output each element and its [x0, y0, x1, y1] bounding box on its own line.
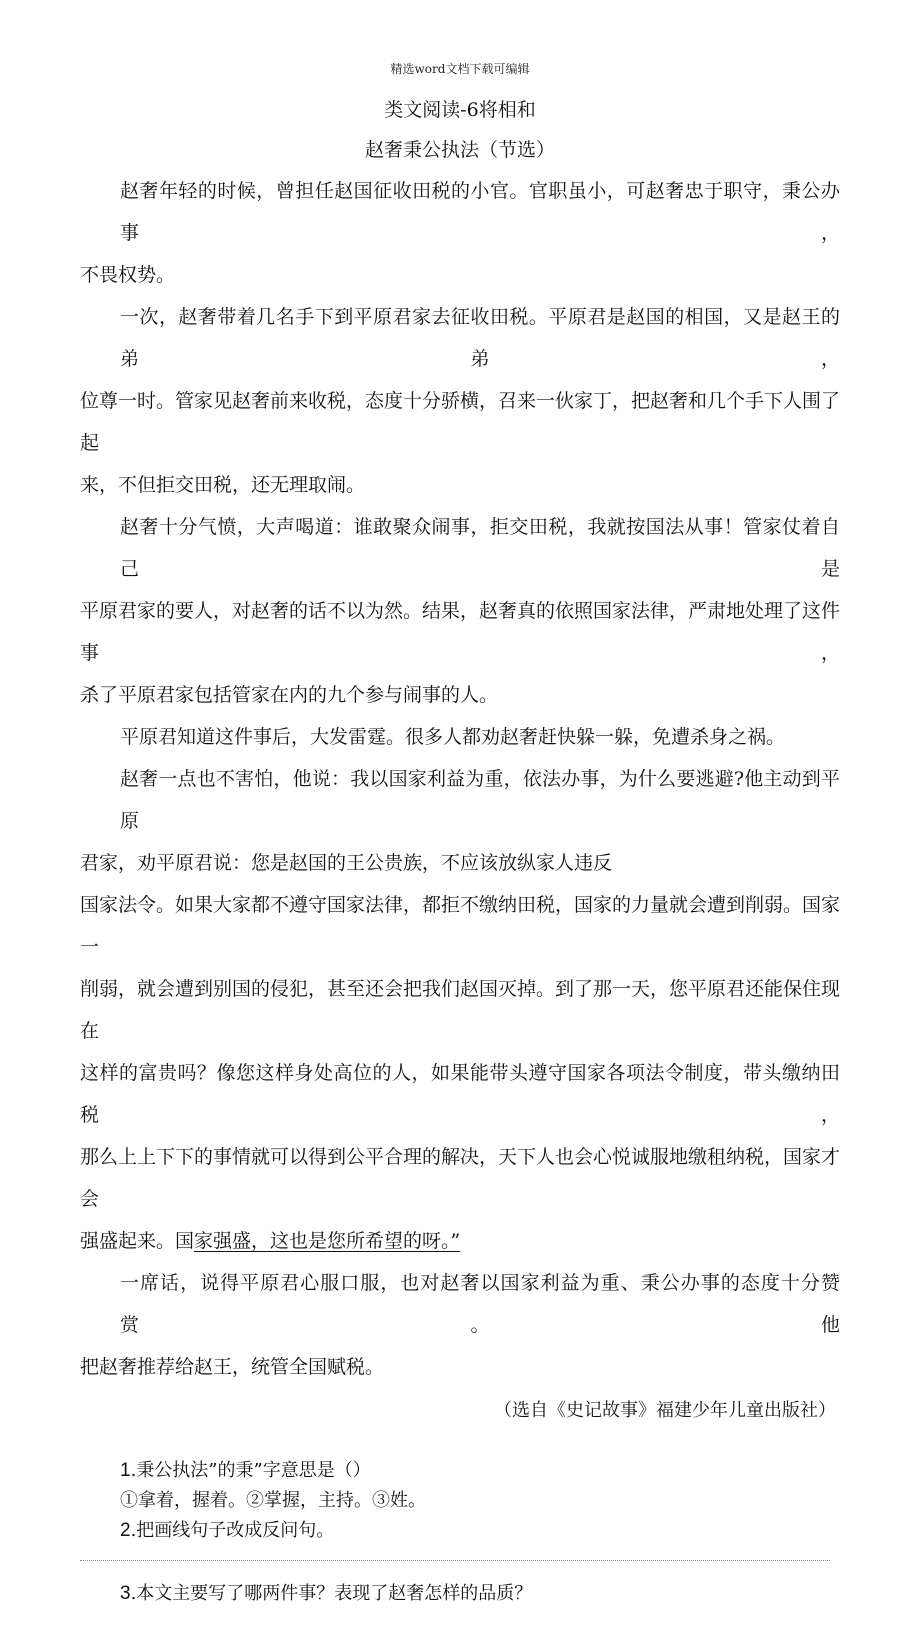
paragraph-7	[80, 1262, 840, 1388]
underlined-sentence: 家强盛，这也是您所希望的呀。”	[194, 1230, 461, 1252]
text-line: 削弱，就会遭到别国的侵犯，甚至还会把我们赵国灭掉。到了那一天，您平原君还能保住现在	[80, 978, 841, 1042]
text-line	[80, 1220, 840, 1262]
text-line: 君家，劝平原君说：您是赵国的王公贵族，不应该放纵家人违反	[80, 852, 613, 874]
text-line: 来，不但拒交田税，还无理取闹。	[80, 474, 366, 496]
question-3	[80, 1579, 840, 1609]
text-segment: 强盛起来。国	[80, 1230, 195, 1252]
question-1	[80, 1456, 840, 1486]
text-line: 这样的富贵吗？像您这样身处高位的人，如果能带头遵守国家各项法令制度，带头缴纳田税，	[80, 1062, 840, 1126]
paragraph-2	[80, 296, 840, 506]
text-line: 那么上上下下的事情就可以得到公平合理的解决，天下人也会心悦诚服地缴租纳税，国家才会	[80, 1146, 841, 1210]
text-line: 赵奢年轻的时候，曾担任赵国征收田税的小官。官职虽小，可赵奢忠于职守，秉公办事，	[120, 180, 840, 244]
text-line: 平原君知道这件事后，大发雷霆。很多人都劝赵奢赶快躲一躲，免遭杀身之祸。	[120, 726, 786, 748]
text-line: 杀了平原君家包括管家在内的九个参与闹事的人。	[80, 684, 499, 706]
question-2	[80, 1516, 840, 1546]
source-citation: （选自《史记故事》福建少年儿童出版社）	[494, 1400, 836, 1421]
paragraph-4	[80, 716, 840, 758]
header-note: 精选word文档下载可编辑	[390, 62, 530, 76]
question-text: .秉公执法”的秉”字意思是（）	[130, 1460, 371, 1481]
paragraph-3	[80, 506, 840, 716]
paragraph-5	[80, 758, 840, 884]
text-line: 国家法令。如果大家都不遵守国家法律，都拒不缴纳田税，国家的力量就会遭到削弱。国家一	[80, 894, 841, 958]
answer-line	[80, 1560, 830, 1561]
paragraph-6	[80, 884, 840, 1262]
text-line: 位尊一时。管家见赵奢前来收税，态度十分骄横，召来一伙家丁，把赵奢和几个手下人围了起	[80, 390, 841, 454]
text-line: 一席话，说得平原君心服口服，也对赵奢以国家利益为重、秉公办事的态度十分赞赏。他	[120, 1272, 840, 1336]
text-line: 平原君家的要人，对赵奢的话不以为然。结果，赵奢真的依照国家法律，严肃地处理了这件事，	[80, 600, 841, 664]
paragraph-1	[80, 170, 840, 296]
question-text: .把画线句子改成反问句。	[130, 1520, 335, 1541]
text-line: 赵奢十分气愤，大声喝道：谁敢聚众闹事，拒交田税，我就按国法从事！管家仗着自己是	[120, 516, 840, 580]
document-title: 类文阅读-6将相和	[384, 99, 536, 121]
text-line: 不畏权势。	[80, 264, 176, 286]
text-line: 赵奢一点也不害怕，他说：我以国家利益为重，依法办事，为什么要逃避?他主动到平原	[120, 768, 840, 832]
article-title: 赵奢秉公执法（节选）	[364, 139, 555, 161]
article-body	[80, 170, 840, 1388]
question-number: 2	[120, 1520, 131, 1541]
question-text: .本文主要写了哪两件事？表现了赵奢怎样的品质？	[130, 1583, 533, 1604]
text-line: 一次，赵奢带着几名手下到平原君家去征收田税。平原君是赵国的相国，又是赵王的弟弟，	[120, 306, 840, 370]
text-line: 把赵奢推荐给赵王，统管全国赋税。	[80, 1356, 385, 1378]
question-number: 1	[120, 1460, 131, 1481]
question-1-options: ①拿着，握着。②掌握，主持。③姓。	[120, 1490, 426, 1511]
question-number: 3	[120, 1583, 131, 1604]
